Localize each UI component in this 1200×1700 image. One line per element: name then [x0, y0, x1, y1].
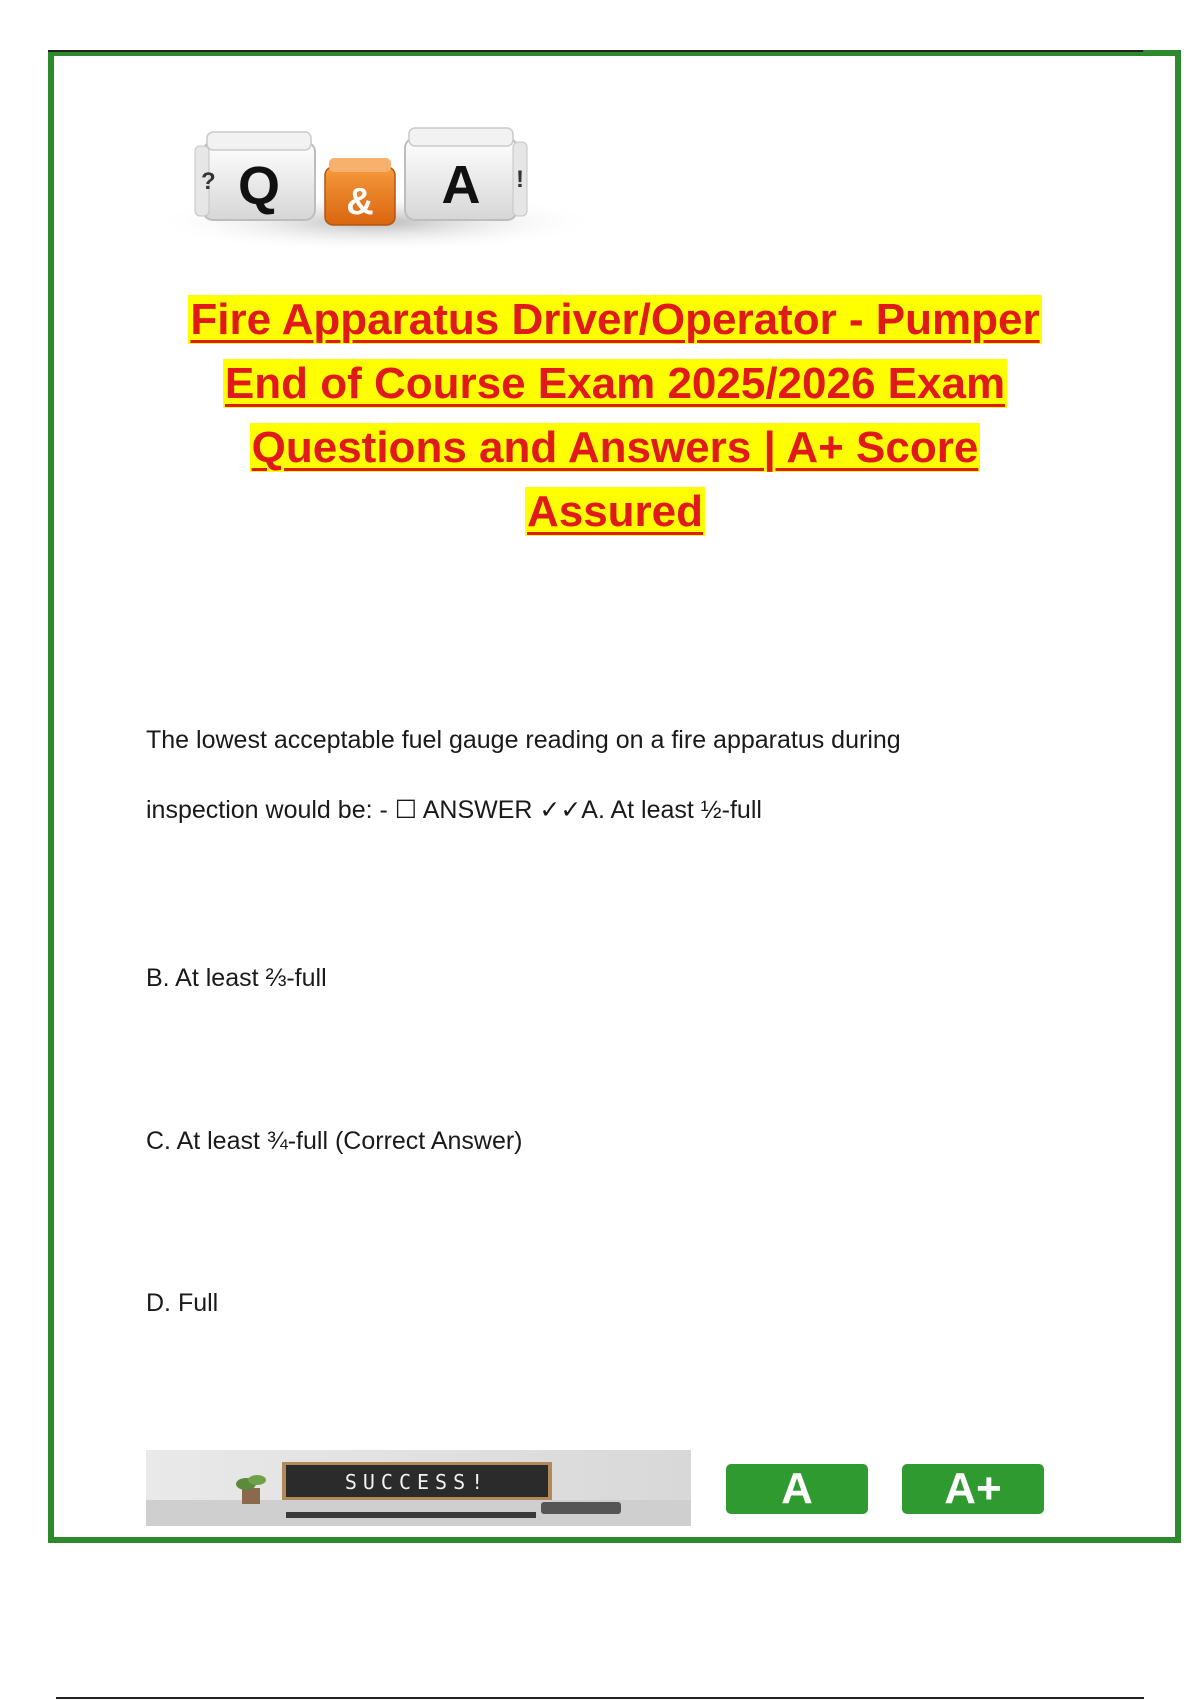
die-ampersand-symbol: & [346, 181, 374, 223]
top-rule [48, 50, 1143, 52]
svg-text:!: ! [516, 166, 524, 193]
title-line-2: End of Course Exam 2025/2026 Exam [224, 359, 1006, 408]
die-q-letter: Q [237, 156, 281, 216]
grade-a-badge: A [726, 1464, 868, 1514]
title-line-3: Questions and Answers | A+ Score [251, 423, 979, 472]
option-c: C. At least ¾-full (Correct Answer) [146, 1127, 523, 1155]
die-a [405, 128, 527, 220]
document-title [120, 288, 1110, 544]
grade-a-plus-badge: A+ [902, 1464, 1044, 1514]
svg-text:?: ? [201, 168, 216, 195]
die-ampersand [325, 158, 395, 225]
success-banner-image [146, 1450, 691, 1526]
question-text-line-2: inspection would be: - ☐ ANSWER ✓✓A. At least ½-full [146, 796, 762, 824]
title-line-4: Assured [526, 487, 704, 536]
question-text-line-1: The lowest acceptable fuel gauge reading on a fire apparatus during [146, 726, 901, 754]
die-a-letter: A [441, 155, 481, 215]
qa-dice-logo [145, 72, 600, 267]
bottom-rule [56, 1697, 1144, 1699]
option-d: D. Full [146, 1289, 219, 1317]
banner-chalk-text: SUCCESS! [344, 1470, 490, 1494]
title-line-1: Fire Apparatus Driver/Operator - Pumper [190, 295, 1040, 344]
die-q [195, 132, 315, 220]
option-b: B. At least ⅔-full [146, 964, 327, 992]
